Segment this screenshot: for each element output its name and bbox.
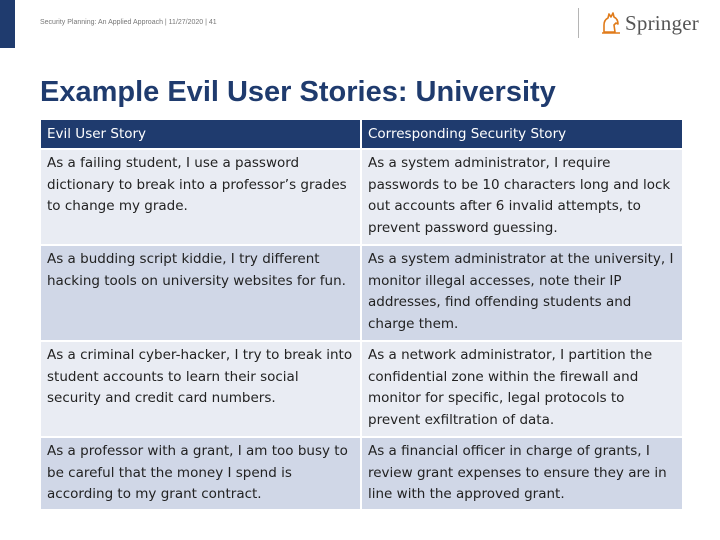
- evil-story-cell: As a criminal cyber-hacker, I try to break into student accounts to learn their social security and credit card numbers.: [41, 341, 361, 437]
- security-story-cell: As a financial officer in charge of grants, I review grant expenses to ensure they are in line with the approved grant.: [361, 437, 682, 510]
- table-row: [41, 149, 682, 245]
- security-story-cell: As a system administrator at the university, I monitor illegal accesses, note their IP addresses, find offending students and charge them.: [361, 245, 682, 341]
- stories-table: [41, 120, 682, 511]
- springer-horse-icon: [600, 11, 622, 35]
- evil-story-cell: As a failing student, I use a password dictionary to break into a professor’s grades to change my grade.: [41, 149, 361, 245]
- table-header-row: [41, 120, 682, 149]
- evil-story-cell: As a professor with a grant, I am too busy to be careful that the money I spend is according to my grant contract.: [41, 437, 361, 510]
- springer-logo: [600, 10, 699, 36]
- table-row: [41, 341, 682, 437]
- security-story-cell: As a system administrator, I require passwords to be 10 characters long and lock out accounts after 6 invalid attempts, to prevent password guessing.: [361, 149, 682, 245]
- header-divider: [578, 8, 579, 38]
- evil-story-cell: As a budding script kiddie, I try different hacking tools on university websites for fun.: [41, 245, 361, 341]
- column-header-evil-user-story: Evil User Story: [41, 120, 361, 149]
- column-header-security-story: Corresponding Security Story: [361, 120, 682, 149]
- security-story-cell: As a network administrator, I partition the confidential zone within the firewall and monitor for specific, legal protocols to prevent exfiltration of data.: [361, 341, 682, 437]
- logo-wordmark: Springer: [625, 11, 699, 35]
- slide-title: Example Evil User Stories: University: [40, 76, 556, 108]
- table-row: [41, 437, 682, 510]
- table-row: [41, 245, 682, 341]
- left-accent-bar: [0, 0, 15, 48]
- running-header: Security Planning: An Applied Approach | 11/27/2020 | 41: [40, 19, 217, 26]
